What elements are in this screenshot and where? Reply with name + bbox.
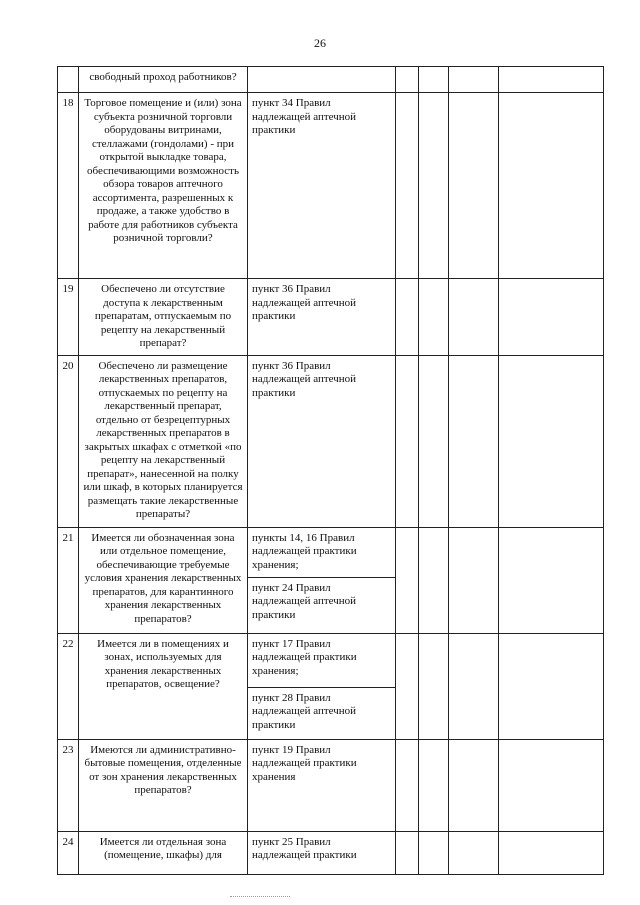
notes-cell [499, 67, 604, 93]
answer-na-cell [449, 93, 499, 279]
row-number: 21 [58, 527, 79, 633]
answer-yes-cell [396, 633, 419, 739]
answer-na-cell [449, 739, 499, 831]
answer-yes-cell [396, 93, 419, 279]
notes-cell [499, 93, 604, 279]
requirement-question: Имеется ли обозначенная зона или отдельное помещение, обеспечивающие требуемые условия хранения лекарственных препаратов, для карантинного хранения лекарственных препаратов? [79, 527, 248, 633]
legal-reference: пункт 24 Правил надлежащей аптечной практики [248, 577, 396, 633]
answer-na-cell [449, 633, 499, 739]
legal-reference: пункт 36 Правил надлежащей аптечной практики [248, 279, 396, 356]
answer-no-cell [419, 739, 449, 831]
answer-yes-cell [396, 279, 419, 356]
legal-reference: пункт 19 Правил надлежащей практики хранения [248, 739, 396, 831]
answer-no-cell [419, 279, 449, 356]
row-number: 19 [58, 279, 79, 356]
row-number: 22 [58, 633, 79, 739]
table-row [58, 527, 604, 577]
checklist-table [57, 66, 604, 875]
answer-na-cell [449, 355, 499, 527]
requirement-question: свободный проход работников? [79, 67, 248, 93]
answer-no-cell [419, 831, 449, 874]
legal-reference: пункт 17 Правил надлежащей практики хранения; [248, 633, 396, 687]
table-row [58, 355, 604, 527]
row-number: 20 [58, 355, 79, 527]
answer-yes-cell [396, 739, 419, 831]
table-row [58, 633, 604, 687]
legal-reference: пункт 25 Правил надлежащей практики [248, 831, 396, 874]
row-number: 24 [58, 831, 79, 874]
requirement-question: Обеспечено ли размещение лекарственных препаратов, отпускаемых по рецепту на лекарственный препарат, отдельно от безрецептурных лекарственных препаратов в закрытых шкафах с отметкой «по рецепту на лекарственный препарат», нанесенной на полку или шкаф, в которых планируется размещать такие лекарственные препараты? [79, 355, 248, 527]
row-number: 18 [58, 93, 79, 279]
table-row [58, 93, 604, 279]
legal-reference: пункт 34 Правил надлежащей аптечной практики [248, 93, 396, 279]
answer-yes-cell [396, 527, 419, 633]
legal-reference: пункты 14, 16 Правил надлежащей практики хранения; [248, 527, 396, 577]
answer-no-cell [419, 93, 449, 279]
answer-no-cell [419, 527, 449, 633]
table-row [58, 279, 604, 356]
legal-reference [248, 67, 396, 93]
notes-cell [499, 739, 604, 831]
notes-cell [499, 831, 604, 874]
answer-yes-cell [396, 831, 419, 874]
requirement-question: Имеются ли административно-бытовые помещения, отделенные от зон хранения лекарственных препаратов? [79, 739, 248, 831]
notes-cell [499, 355, 604, 527]
answer-no-cell [419, 67, 449, 93]
answer-na-cell [449, 831, 499, 874]
row-number [58, 67, 79, 93]
answer-no-cell [419, 633, 449, 739]
table-row [58, 739, 604, 831]
notes-cell [499, 633, 604, 739]
answer-na-cell [449, 279, 499, 356]
requirement-question: Имеется ли отдельная зона (помещение, шкафы) для [79, 831, 248, 874]
answer-no-cell [419, 355, 449, 527]
legal-reference: пункт 36 Правил надлежащей аптечной практики [248, 355, 396, 527]
requirement-question: Торговое помещение и (или) зона субъекта розничной торговли оборудованы витринами, стеллажами (гондолами) - при открытой выкладке товара, обеспечивающими возможность обзора товаров аптечного ассортимента, разрешенных к продаже, а также удобство в работе для работников субъекта розничной торговли? [79, 93, 248, 279]
answer-na-cell [449, 67, 499, 93]
scan-artifact [230, 896, 290, 899]
row-number: 23 [58, 739, 79, 831]
answer-yes-cell [396, 355, 419, 527]
answer-na-cell [449, 527, 499, 633]
requirement-question: Имеется ли в помещениях и зонах, используемых для хранения лекарственных препаратов, освещение? [79, 633, 248, 739]
legal-reference: пункт 28 Правил надлежащей аптечной практики [248, 687, 396, 739]
page-number: 26 [314, 36, 326, 50]
notes-cell [499, 279, 604, 356]
requirement-question: Обеспечено ли отсутствие доступа к лекарственным препаратам, отпускаемым по рецепту на лекарственный препарат? [79, 279, 248, 356]
notes-cell [499, 527, 604, 633]
table-row [58, 67, 604, 93]
table-row [58, 831, 604, 874]
answer-yes-cell [396, 67, 419, 93]
